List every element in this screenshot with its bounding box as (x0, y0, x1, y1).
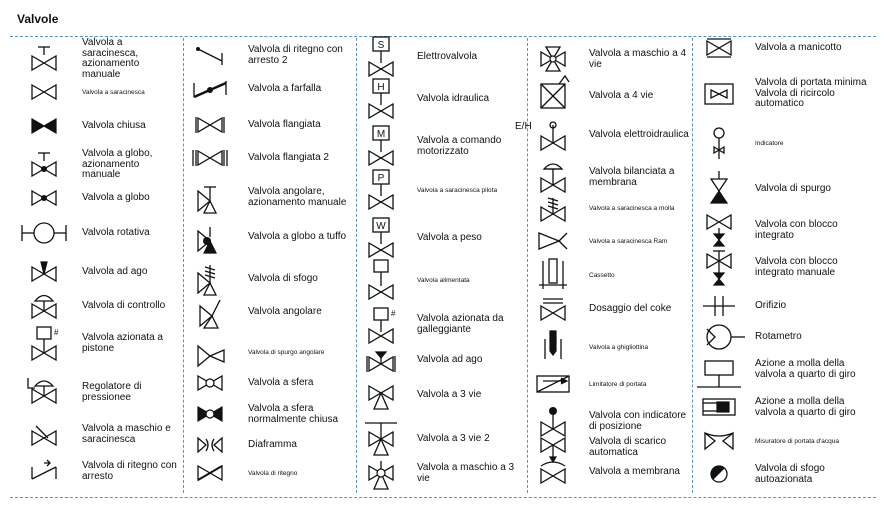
legend-label: Valvola a manicotto (755, 42, 842, 53)
legend-label: Valvola a saracinesca Ram (589, 238, 668, 245)
svg-text:#: # (54, 328, 59, 337)
legend-label: Valvola a 3 vie (417, 389, 482, 400)
svg-text:P: P (377, 173, 385, 184)
legend-label: Valvola di spurgo angolare (248, 349, 325, 356)
electrohydraulic-valve-icon (523, 113, 583, 157)
svg-text:W: W (376, 221, 386, 232)
check-valve-stop-icon (14, 449, 74, 493)
legend-label: Misuratore di portata d'acqua (755, 438, 839, 445)
legend-label: Valvola flangiata (248, 119, 321, 130)
three-way-valve-icon (351, 373, 411, 417)
legend-label: Limitatore di portata (589, 381, 647, 388)
pilot-gate-valve-icon (351, 168, 411, 212)
legend-label: Valvola a saracinesca a molla (589, 205, 675, 212)
bottom-divider (10, 497, 876, 498)
pressure-regulator-icon (14, 370, 74, 414)
legend-label: Valvola angolare (248, 306, 322, 317)
angle-valve-manual-icon (180, 175, 240, 219)
diaphragm-valve-icon (523, 450, 583, 494)
legend-label: Valvola ad ago (417, 354, 483, 365)
legend-label: Valvola a farfalla (248, 83, 322, 94)
legend-label: Valvola con indicatore di posizione (589, 410, 687, 432)
legend-label: Valvola a maschio a 4 vie (589, 48, 687, 70)
piston-valve-icon (14, 321, 74, 365)
legend-label: Valvola flangiata 2 (248, 152, 329, 163)
legend-label: Orifizio (755, 300, 787, 311)
legend-label: Valvola di spurgo (755, 183, 831, 194)
closed-valve-icon (14, 104, 74, 148)
legend-label: Valvola di ritegno con arresto (82, 460, 177, 482)
legend-label: Valvola a globo, azionamento manuale (82, 148, 153, 180)
legend-label: Valvola a maschio a 3 vie (417, 462, 515, 484)
svg-text:M: M (376, 129, 386, 140)
legend-label: Valvola a ghigliottina (589, 344, 649, 351)
legend-label: Valvola a saracinesca, azionamento manuale (82, 37, 140, 80)
legend-label: Valvola a globo (82, 192, 150, 203)
legend-label: Valvola di ritegno (248, 470, 298, 477)
self-acting-relief-icon (689, 452, 749, 496)
weight-valve-icon (351, 216, 411, 260)
legend-label: Valvola con blocco integrato manuale (755, 256, 838, 278)
check-valve-icon (180, 451, 240, 495)
legend-label: Valvola a 3 vie 2 (417, 433, 490, 444)
motor-valve-icon (351, 124, 411, 168)
legend-label: Indicatore (755, 140, 784, 147)
four-way-valve-icon (523, 74, 583, 118)
legend-label: Valvola a sfera (248, 377, 314, 388)
svg-text:H: H (377, 82, 385, 93)
drain-valve-icon (689, 167, 749, 211)
legend-label: Valvola di sfogo autoazionata (755, 463, 825, 485)
powered-valve-icon (351, 258, 411, 302)
integrated-block-manual-icon (689, 245, 749, 289)
legend-label: Valvola di controllo (82, 300, 166, 311)
legend-label: Valvola azionata da galleggiante (417, 313, 504, 335)
legend-label: Elettrovalvola (417, 51, 478, 62)
pinch-valve-icon (689, 26, 749, 70)
solenoid-valve-icon (351, 35, 411, 79)
flanged-valve-2-icon (180, 136, 240, 180)
angle-valve-icon (180, 290, 240, 334)
legend-label: Valvola con blocco integrato (755, 219, 838, 241)
legend-label: Valvola a peso (417, 232, 482, 243)
legend-label: Valvola elettroidraulica (589, 129, 689, 140)
legend-label: Diaframma (248, 439, 297, 450)
legend-label: Dosaggio del coke (589, 303, 672, 314)
legend-label: Valvola di scarico automatica (589, 436, 667, 458)
legend-label: Valvola chiusa (82, 120, 146, 131)
legend-label: Valvola bilanciata a membrana (589, 166, 675, 188)
legend-label: Valvola angolare, azionamento manuale (248, 186, 347, 208)
min-flow-valve-icon (689, 72, 749, 116)
legend-label: Valvola rotativa (82, 227, 150, 238)
three-way-plug-valve-icon (351, 451, 411, 495)
legend-label: Valvola a globo a tuffo (248, 231, 347, 242)
legend-label: Regolatore di pressionee (82, 381, 142, 403)
page-title: Valvole (17, 12, 59, 26)
legend-label: Rotametro (755, 331, 802, 342)
legend-label: Valvola di sfogo (248, 273, 318, 284)
legend-label: Valvola di ritegno con arresto 2 (248, 44, 343, 66)
svg-text:#: # (391, 309, 396, 318)
legend-label: Azione a molla della valvola a quarto di giro (755, 358, 856, 380)
legend-label: Valvola a membrana (589, 466, 680, 477)
legend-label: Azione a molla della valvola a quarto di giro (755, 396, 856, 418)
legend-label: Valvola a maschio e saracinesca (82, 423, 171, 445)
stray-label: E/H (515, 121, 532, 132)
legend-label: Cassetto (589, 272, 615, 279)
legend-label: Valvola a saracinesca (82, 89, 145, 96)
hydraulic-valve-icon (351, 77, 411, 121)
legend-label: Valvola azionata a pistone (82, 332, 163, 354)
legend-label: Valvola ad ago (82, 266, 148, 277)
legend-label: Valvola a sfera normalmente chiusa (248, 403, 339, 425)
plunger-globe-valve-icon (180, 215, 240, 259)
legend-label: Valvola a saracinesca pilota (417, 187, 498, 194)
legend-label: Valvola di portata minima Valvola di ricircolo automatico (755, 77, 867, 109)
rotary-valve-icon (14, 211, 74, 255)
legend-label: Valvola alimentata (417, 277, 470, 284)
legend-label: Valvola a 4 vie (589, 90, 654, 101)
legend-label: Valvola a comando motorizzato (417, 135, 502, 157)
indicator-icon (689, 121, 749, 165)
legend-label: Valvola idraulica (417, 93, 490, 104)
svg-text:S: S (377, 40, 385, 51)
